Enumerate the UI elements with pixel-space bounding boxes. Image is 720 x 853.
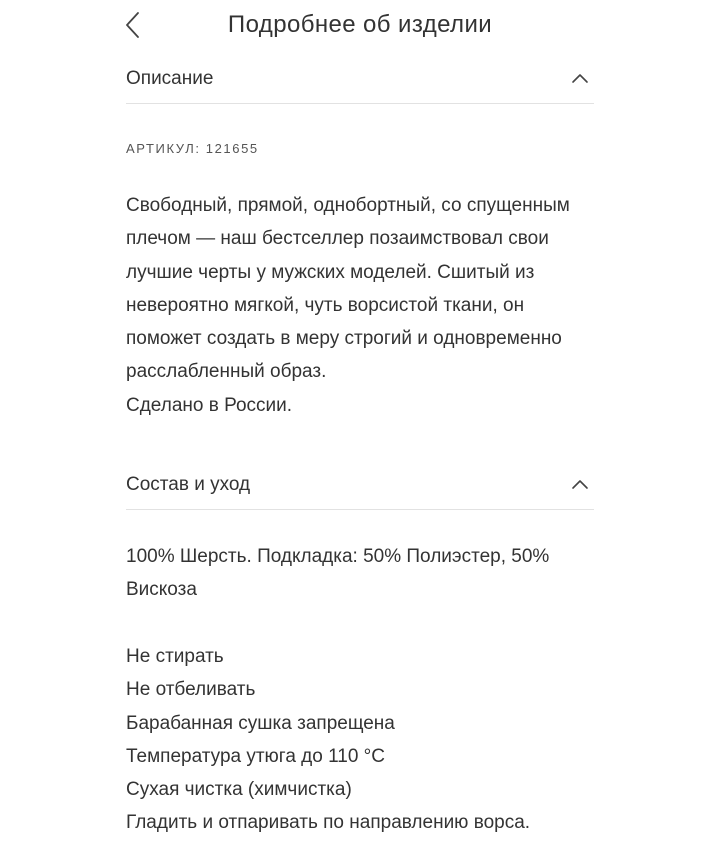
composition-line: 100% Шерсть. Подкладка: 50% Полиэстер, 50% — [126, 546, 550, 567]
chevron-up-icon — [570, 475, 590, 495]
header — [0, 0, 720, 52]
description-line: лучшие черты у мужских моделей. Сшитый из — [126, 261, 535, 283]
description-line: невероятно мягкой, чуть ворсистой ткани, он — [126, 294, 525, 316]
page-title: Подробнее об изделии — [227, 11, 493, 38]
care-line: Барабанная сушка запрещена — [126, 712, 395, 734]
composition-line: Вискоза — [126, 579, 197, 601]
care-line: Не стирать — [126, 646, 224, 667]
description-line: поможет создать в меру строгий и одновременно — [126, 328, 562, 350]
care-line: Гладить и отпаривать по направлению ворса. — [126, 812, 531, 834]
article-number: АРТИКУЛ: 121655 — [126, 141, 259, 156]
care-line: Сухая чистка (химчистка) — [126, 779, 352, 801]
description-section-header[interactable] — [126, 53, 594, 104]
composition-section-header[interactable] — [126, 459, 594, 510]
description-line: Сделано в России. — [126, 394, 293, 416]
care-line: Температура утюга до 110 °С — [126, 745, 385, 767]
composition-text — [126, 540, 596, 607]
care-instructions — [126, 640, 596, 840]
description-line: плечом — наш бестселлер позаимствовал свои — [126, 228, 549, 250]
description-section-label: Описание — [126, 68, 214, 89]
description-line: Свободный, прямой, однобортный, со спущенным — [126, 195, 570, 216]
care-line: Не отбеливать — [126, 679, 256, 701]
chevron-up-icon — [570, 69, 590, 89]
composition-section-label: Состав и уход — [126, 474, 251, 495]
description-line: расслабленный образ. — [126, 361, 327, 383]
description-text — [126, 189, 596, 422]
